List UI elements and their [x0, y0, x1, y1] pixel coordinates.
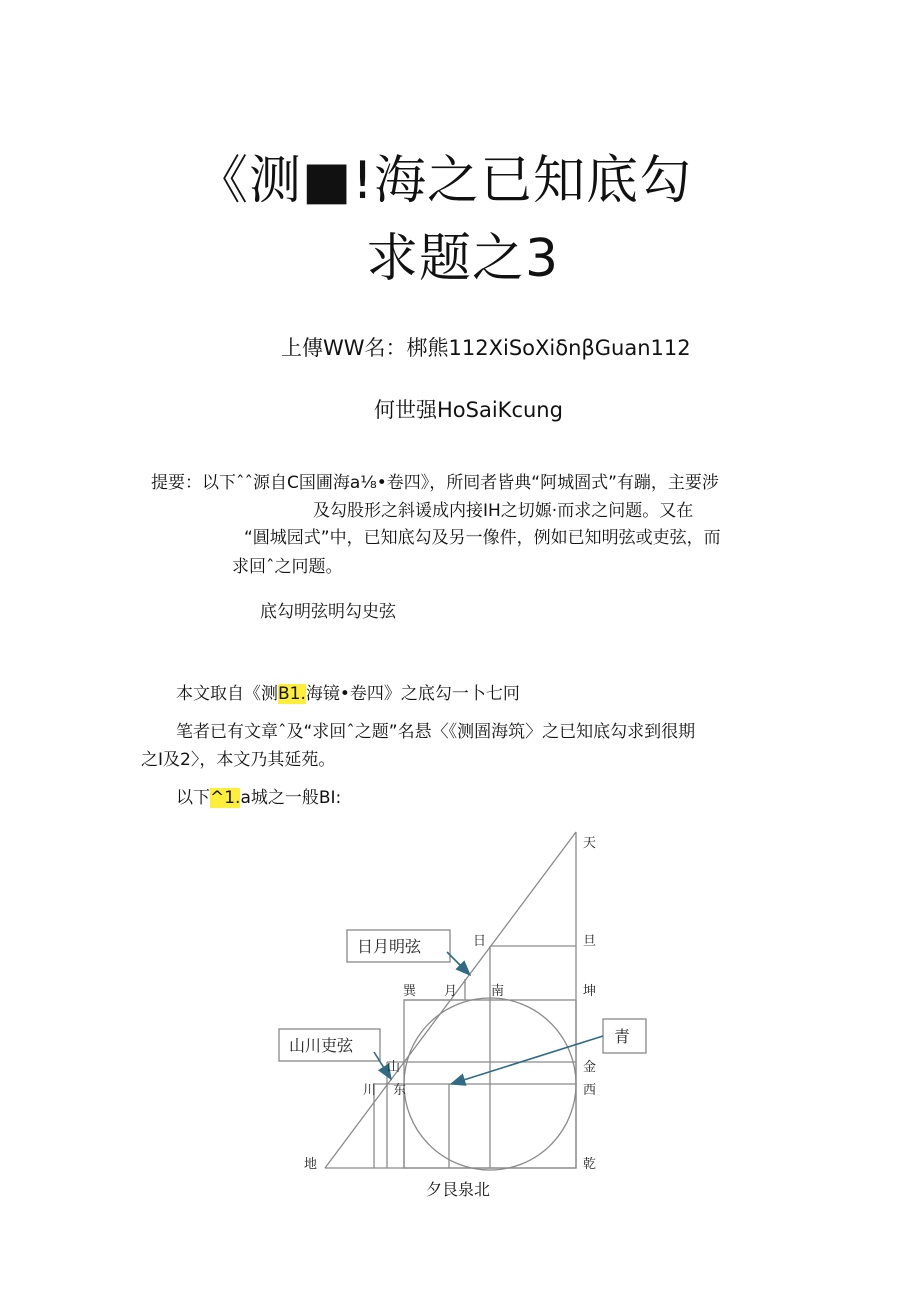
body-paragraph-1-start: 本文取自《测	[176, 684, 278, 704]
document-title-line-1: 《测■!海之已知底勾	[196, 151, 692, 211]
callout-arrow-top	[447, 952, 470, 975]
abstract-line-3: “圓城园式”中，已知底勾及另一像件，例如已知明弦或吏弦，而	[244, 528, 721, 548]
callout-box-bottom	[279, 1029, 380, 1061]
label-tian: 天	[583, 836, 597, 851]
label-shan: 山	[387, 1060, 401, 1075]
callout-box-right	[603, 1019, 646, 1053]
label-dan: 旦	[583, 934, 597, 949]
label-jin: 金	[583, 1060, 597, 1075]
abstract-line-1: 提要：以下ˆˆ源自C国圃海a⅛•卷四》，所囘者皆典“阿城圄式”有蹦，主要涉	[151, 473, 719, 493]
label-ri: 日	[473, 934, 487, 949]
callout-arrow-right	[451, 1036, 603, 1084]
keywords: 底勾明弦明勾史弦	[260, 602, 396, 622]
label-kun: 坤	[583, 984, 597, 999]
abstract-line-4: 求回ˆ之冋题。	[232, 557, 343, 577]
callout-right-label: 青	[614, 1027, 631, 1046]
label-chuan: 川	[363, 1083, 377, 1098]
document-title-line-2: 求题之3	[366, 229, 560, 289]
body-paragraph-3-start: 以下	[176, 788, 210, 808]
label-xi: 西	[583, 1083, 597, 1098]
label-dong: 东	[393, 1083, 407, 1098]
callout-left-top-label: 日月明弦	[357, 937, 422, 956]
label-di: 地	[304, 1157, 318, 1172]
highlighted-text: ^1.	[210, 788, 241, 808]
author-line-2: 何世强HoSaiKcung	[374, 398, 563, 422]
highlighted-text: B1.	[278, 684, 306, 704]
callout-left-bottom-label: 山川吏弦	[289, 1036, 354, 1055]
label-xun: 巽	[403, 984, 417, 999]
abstract-line-2: 及勾股形之斜谖成内接IH之切嫄·而求之问题。又在	[313, 501, 694, 521]
body-paragraph-2-line-2: 之I及2〉，本文乃其延苑。	[141, 750, 336, 770]
label-yue: 月	[444, 984, 458, 999]
label-qian: 乾	[583, 1157, 597, 1172]
author-line-1: 上傳WW名：梆熊112XiSoXiδnβGuan112	[281, 336, 691, 360]
callout-box-top	[347, 930, 450, 962]
figure-caption: 夕艮泉北	[426, 1180, 491, 1199]
body-paragraph-3-end: a城之一般BI:	[240, 788, 342, 808]
body-paragraph-2-line-1: 笔者已有文章ˆ及“求回ˆ之题”名悬〈《测圄海筑〉之已知底勾求到很期	[176, 722, 696, 742]
body-paragraph-1-end: 海镜•卷四》之底勾一卜七冋	[305, 684, 520, 704]
label-nan: 南	[491, 984, 505, 999]
